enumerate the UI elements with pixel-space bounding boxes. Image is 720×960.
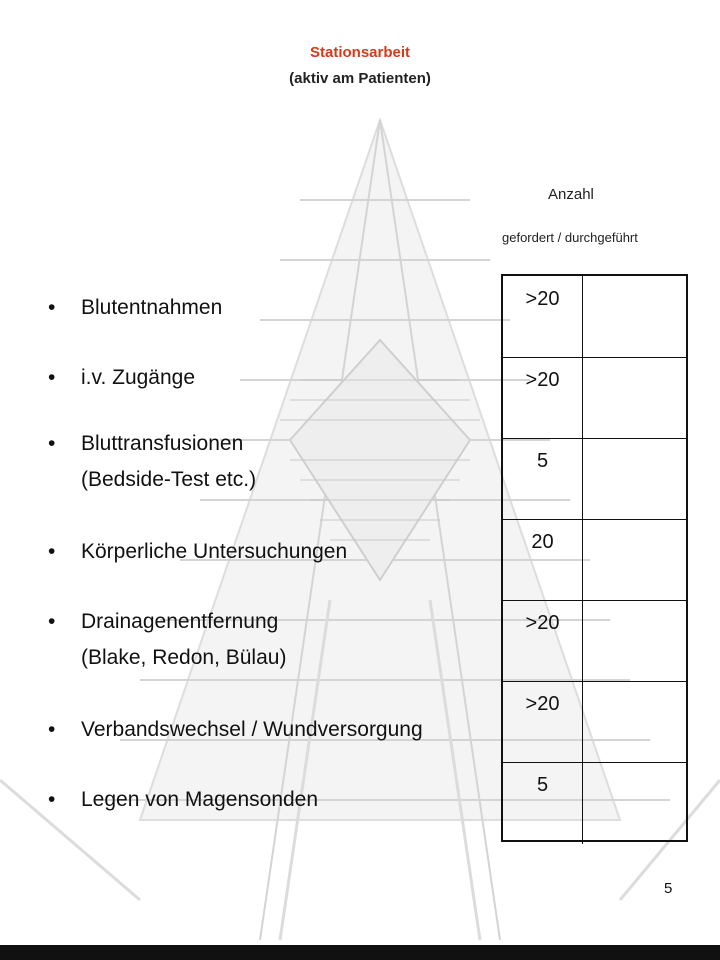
completed-count-cell[interactable] bbox=[583, 600, 686, 681]
list-item-label: i.v. Zugänge bbox=[81, 366, 196, 389]
bullet: • bbox=[48, 540, 56, 563]
bullet: • bbox=[48, 296, 56, 319]
required-count-cell: 5 bbox=[503, 762, 583, 844]
page-number: 5 bbox=[664, 880, 673, 897]
bullet: • bbox=[48, 366, 56, 389]
bottom-bar bbox=[0, 945, 720, 960]
table-row bbox=[503, 681, 686, 763]
count-table bbox=[501, 274, 688, 842]
required-count-cell: 5 bbox=[503, 438, 583, 519]
page-title: Stationsarbeit bbox=[309, 44, 411, 61]
list-item-detail: (Bedside-Test etc.) bbox=[81, 468, 257, 491]
bullet: • bbox=[48, 788, 56, 811]
page-subtitle: (aktiv am Patienten) bbox=[289, 70, 431, 87]
completed-count-cell[interactable] bbox=[583, 681, 686, 762]
completed-count-cell[interactable] bbox=[583, 762, 686, 844]
required-count-cell: >20 bbox=[503, 681, 583, 762]
list-item-label: Drainagenentfernung bbox=[81, 610, 279, 633]
table-row bbox=[503, 762, 686, 844]
completed-count-cell[interactable] bbox=[583, 276, 686, 357]
list-item-label: Verbandswechsel / Wundversorgung bbox=[81, 718, 423, 741]
bullet: • bbox=[48, 718, 56, 741]
list-item-label: Bluttransfusionen bbox=[81, 432, 244, 455]
table-row bbox=[503, 357, 686, 439]
count-subheader: gefordert / durchgeführt bbox=[502, 230, 638, 245]
count-header: Anzahl bbox=[548, 186, 594, 203]
list-item-label: Legen von Magensonden bbox=[81, 788, 319, 811]
list-item-label: Blutentnahmen bbox=[81, 296, 223, 319]
list-item-detail: (Blake, Redon, Bülau) bbox=[81, 646, 287, 669]
bullet: • bbox=[48, 432, 56, 455]
required-count-cell: 20 bbox=[503, 519, 583, 600]
completed-count-cell[interactable] bbox=[583, 438, 686, 519]
list-item-label: Körperliche Untersuchungen bbox=[81, 540, 348, 563]
table-row bbox=[503, 276, 686, 358]
required-count-cell: >20 bbox=[503, 600, 583, 681]
required-count-cell: >20 bbox=[503, 276, 583, 357]
completed-count-cell[interactable] bbox=[583, 519, 686, 600]
table-row bbox=[503, 438, 686, 520]
bullet: • bbox=[48, 610, 56, 633]
completed-count-cell[interactable] bbox=[583, 357, 686, 438]
table-row bbox=[503, 600, 686, 682]
required-count-cell: >20 bbox=[503, 357, 583, 438]
table-row bbox=[503, 519, 686, 601]
